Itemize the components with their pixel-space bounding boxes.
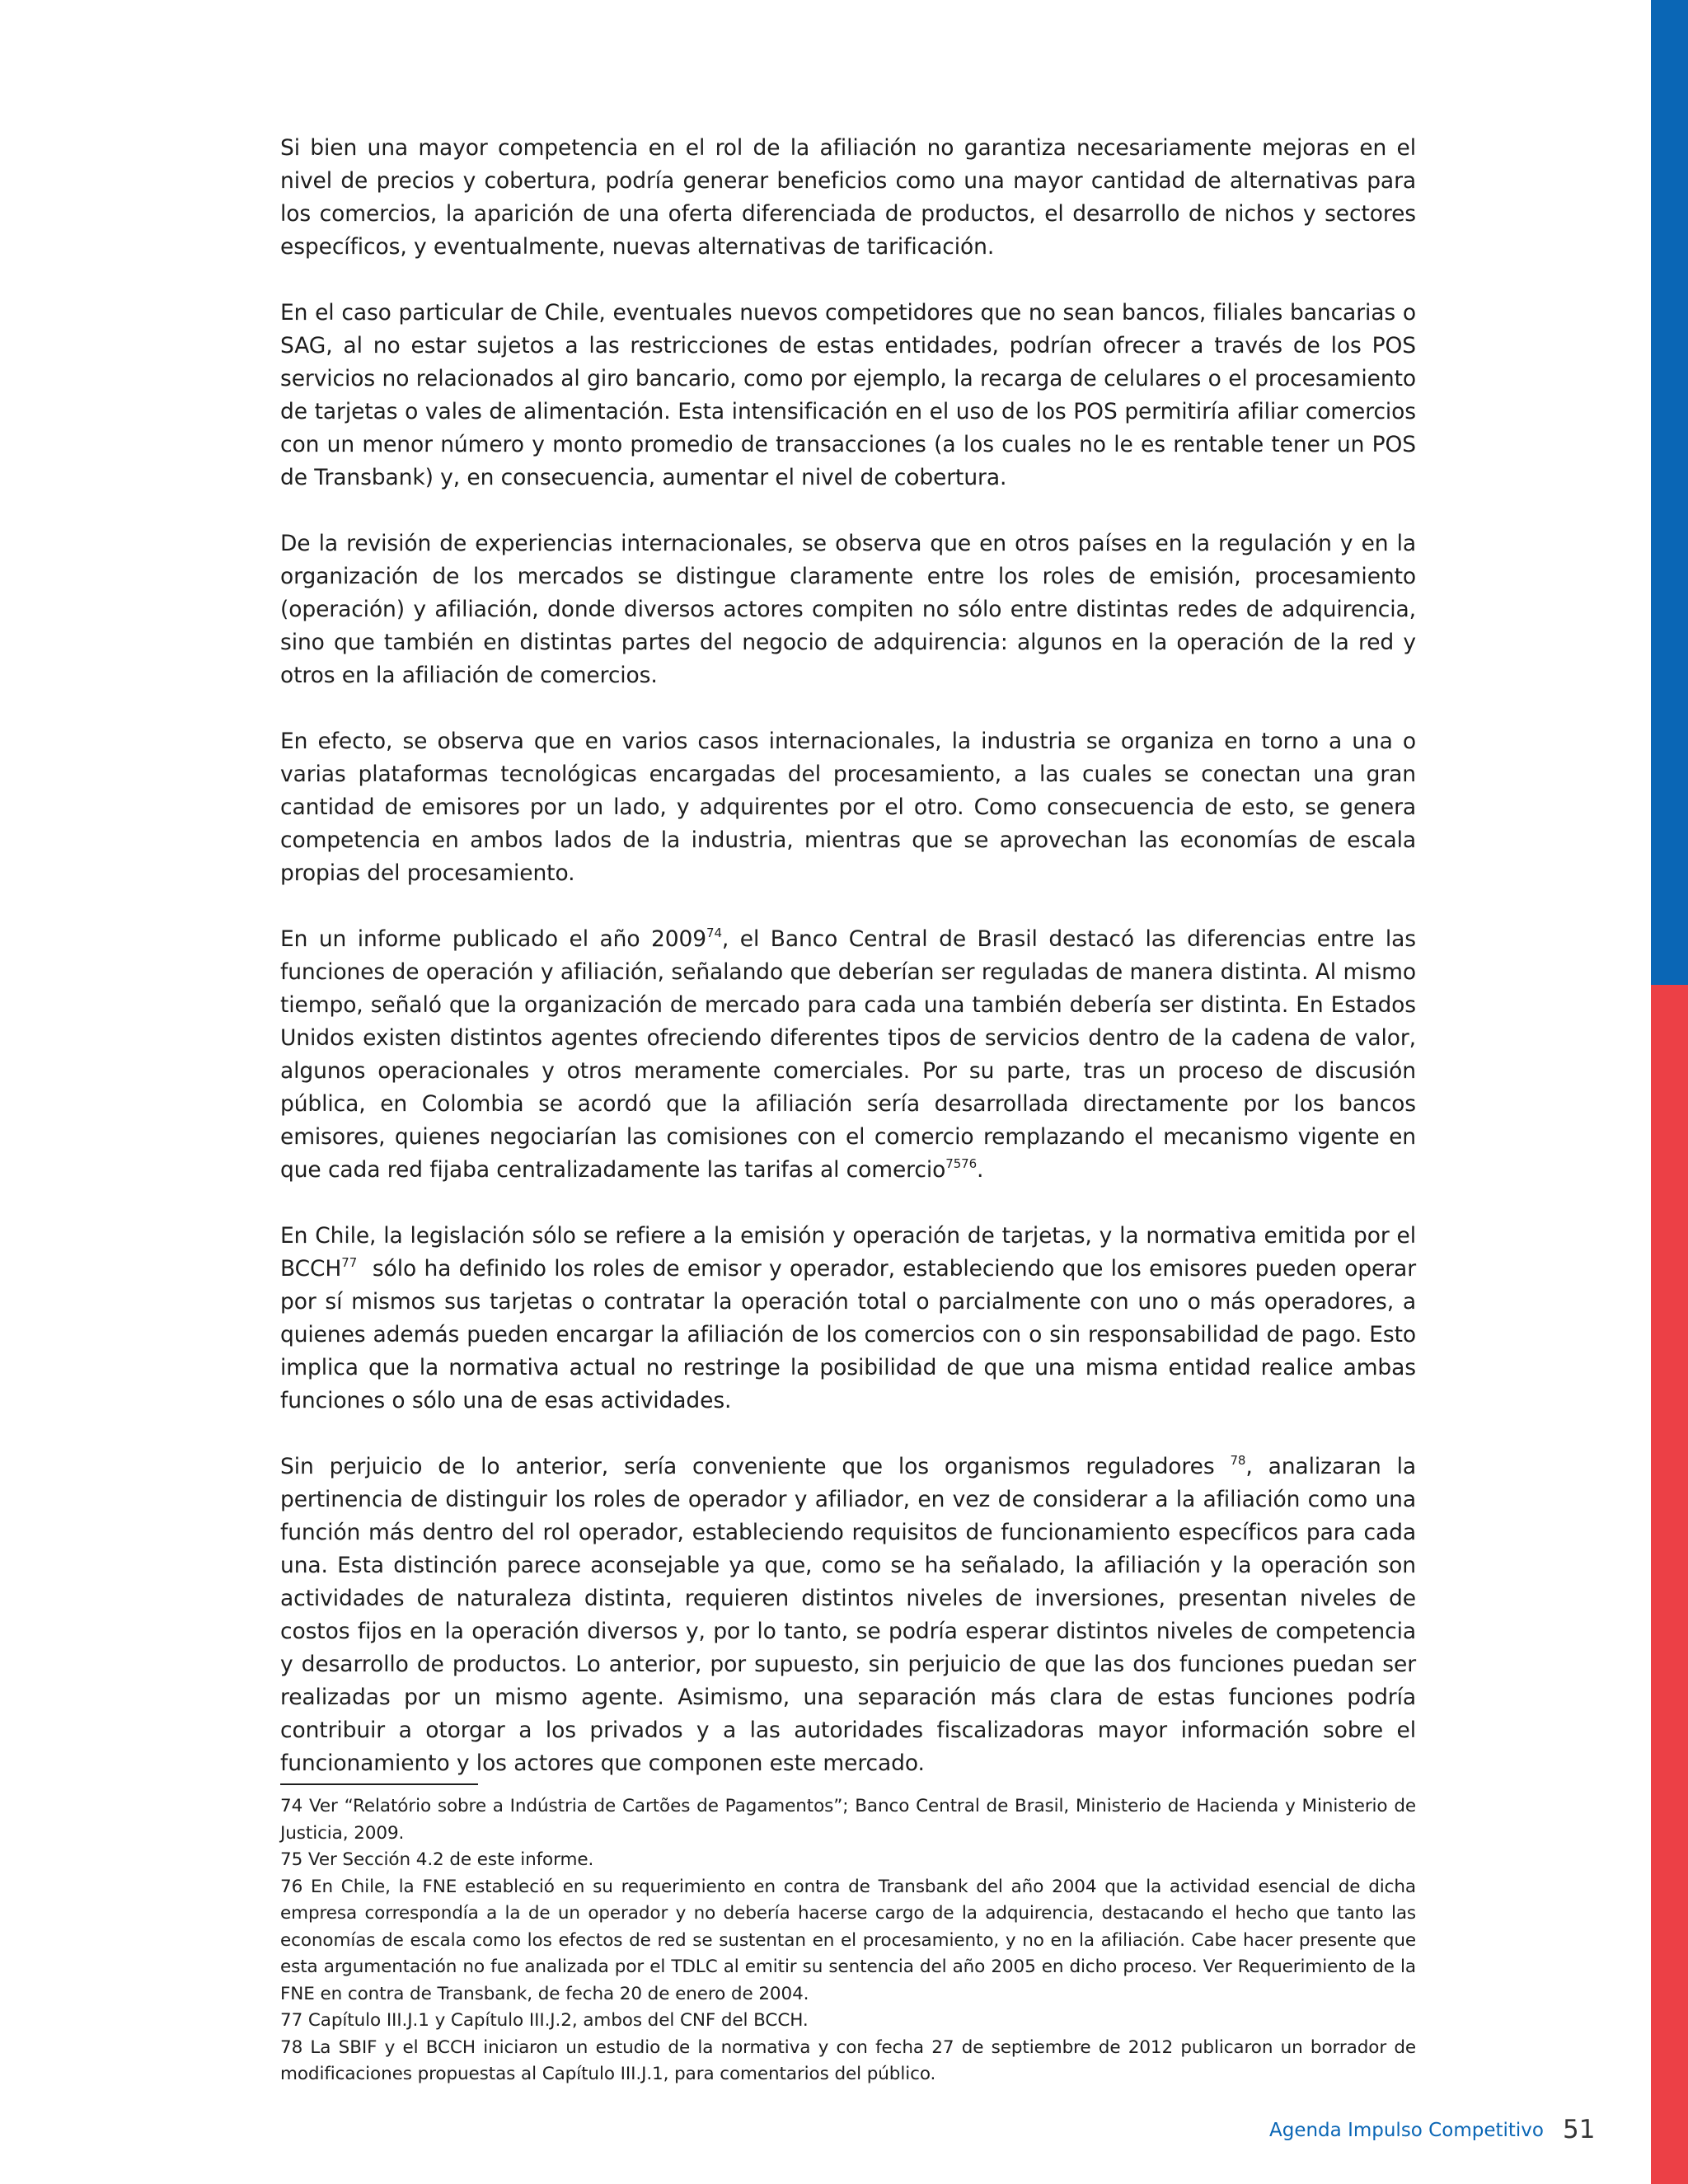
page-number: 51 bbox=[1563, 2115, 1596, 2144]
paragraph-text: En un informe publicado el año 2009 bbox=[280, 926, 707, 952]
paragraph-2: En el caso particular de Chile, eventuales nuevos competidores que no sean bancos, filiales bancarias o SAG, al no estar sujetos a las restricciones de estas entidades, podrían ofrecer a través de los POS servicios no relacionados al giro bancario, como por ejemplo, la recarga de celulares o el procesamiento de tarjetas o vales de alimentación. Esta intensificación en el uso de los POS permitiría afiliar comercios con un menor número y monto promedio de transacciones (a los cuales no le es rentable tener un POS de Transbank) y, en consecuencia, aumentar el nivel de cobertura. bbox=[280, 300, 1416, 490]
side-bar-red bbox=[1651, 985, 1688, 2184]
footnote-76: 76 En Chile, la FNE estableció en su requerimiento en contra de Transbank del año 2004 que la actividad esencial de dicha empresa correspondía a la de un operador y no debería hacerse cargo de la adquirencia, destacando el hecho que tanto las economías de escala como los efectos de red se sustentan en el procesamiento, y no en la afiliación. Cabe hacer presente que esta argumentación no fue analizada por el TDLC al emitir su sentencia del año 2005 en dicho proceso. Ver Requerimiento de la FNE en contra de Transbank, de fecha 20 de enero de 2004. bbox=[280, 1876, 1416, 2004]
paragraph-6 bbox=[280, 1220, 1423, 1418]
paragraph-4: En efecto, se observa que en varios casos internacionales, la industria se organiza en torno a una o varias plataformas tecnológicas encargadas del procesamiento, a las cuales se conectan una gran cantidad de emisores por un lado, y adquirentes por el otro. Como consecuencia de esto, se genera competencia en ambos lados de la industria, mientras que se aprovechan las economías de escala propias del procesamiento. bbox=[280, 729, 1416, 886]
footnote-ref: 74 bbox=[706, 926, 722, 940]
paragraph-3: De la revisión de experiencias internacionales, se observa que en otros países en la regulación y en la organización de los mercados se distingue claramente entre los roles de emisión, procesamiento (operación) y afiliación, donde diversos actores compiten no sólo entre distintas redes de adquirencia, sino que también en distintas partes del negocio de adquirencia: algunos en la operación de la red y otros en la afiliación de comercios. bbox=[280, 531, 1416, 688]
footnote-divider bbox=[280, 1783, 478, 1785]
paragraph-text: sólo ha definido los roles de emisor y operador, estableciendo que los emisores pueden operar por sí mismos sus tarjetas o contratar la operación total o parcialmente con uno o más operadores, a quienes además pueden encargar la afiliación de los comercios con o sin responsabilidad de pago. Esto implica que la normativa actual no restringe la posibilidad de que una misma entidad realice ambas funciones o sólo una de esas actividades. bbox=[280, 1256, 1423, 1413]
footnote-ref: 78 bbox=[1230, 1453, 1246, 1468]
footnote-ref: 7576 bbox=[945, 1156, 978, 1171]
paragraph-text: En Chile, la legislación sólo se refiere a la emisión y operación de tarjetas, y la normativa emitida por el BCCH bbox=[280, 1223, 1416, 1282]
paragraph-text: . bbox=[977, 1157, 984, 1183]
side-bar-blue bbox=[1651, 0, 1688, 985]
paragraph-1: Si bien una mayor competencia en el rol de la afiliación no garantiza necesariamente mejoras en el nivel de precios y cobertura, podría generar beneficios como una mayor cantidad de alternativas para los comercios, la aparición de una oferta diferenciada de productos, el desarrollo de nichos y sectores específicos, y eventualmente, nuevas alternativas de tarificación. bbox=[280, 135, 1416, 260]
page-body bbox=[280, 132, 1423, 2088]
paragraph-7 bbox=[280, 1451, 1416, 1780]
paragraph-text: , analizaran la pertinencia de distinguir los roles de operador y afiliador, en vez de considerar a la afiliación como una función más dentro del rol operador, estableciendo requisitos de funcionamiento específicos para cada una. Esta distinción parece aconsejable ya que, como se ha señalado, la afiliación y la operación son actividades de naturaleza distinta, requieren distintos niveles de inversiones, presentan niveles de costos fijos en la operación diversos y, por lo tanto, se podría esperar distintos niveles de competencia y desarrollo de productos. Lo anterior, por supuesto, sin perjuicio de que las dos funciones puedan ser realizadas por un mismo agente. Asimismo, una separación más clara de estas funciones podría contribuir a otorgar a los privados y a las autoridades fiscalizadoras mayor información sobre el funcionamiento y los actores que componen este mercado. bbox=[280, 1454, 1416, 1776]
paragraph-5 bbox=[280, 923, 1416, 1187]
footnote-78: 78 La SBIF y el BCCH iniciaron un estudio de la normativa y con fecha 27 de septiembre de 2012 publicaron un borrador de modificaciones propuestas al Capítulo III.J.1, para comentarios del público. bbox=[280, 2036, 1416, 2084]
footer-publication-title: Agenda Impulso Competitivo bbox=[1269, 2120, 1544, 2141]
paragraph-text: Sin perjuicio de lo anterior, sería conveniente que los organismos reguladores bbox=[280, 1454, 1231, 1479]
footnotes bbox=[280, 1793, 1416, 2088]
footnote-77: 77 Capítulo III.J.1 y Capítulo III.J.2, ambos del CNF del BCCH. bbox=[280, 2010, 809, 2031]
footnote-75: 75 Ver Sección 4.2 de este informe. bbox=[280, 1849, 594, 1870]
paragraph-text: , el Banco Central de Brasil destacó las diferencias entre las funciones de operación y afiliación, señalando que deberían ser reguladas de manera distinta. Al mismo tiempo, señaló que la organización de mercado para cada una también debería ser distinta. En Estados Unidos existen distintos agentes ofreciendo diferentes tipos de servicios dentro de la cadena de valor, algunos operacionales y otros meramente comerciales. Por su parte, tras un proceso de discusión pública, en Colombia se acordó que la afiliación sería desarrollada directamente por los bancos emisores, quienes negociarían las comisiones con el comercio remplazando el mecanismo vigente en que cada red fijaba centralizadamente las tarifas al comercio bbox=[280, 926, 1417, 1183]
footnote-ref: 77 bbox=[341, 1255, 358, 1270]
footnote-74: 74 Ver “Relatório sobre a Indústria de Cartões de Pagamentos”; Banco Central de Brasil, Ministerio de Hacienda y Ministerio de Justicia, 2009. bbox=[280, 1796, 1416, 1844]
